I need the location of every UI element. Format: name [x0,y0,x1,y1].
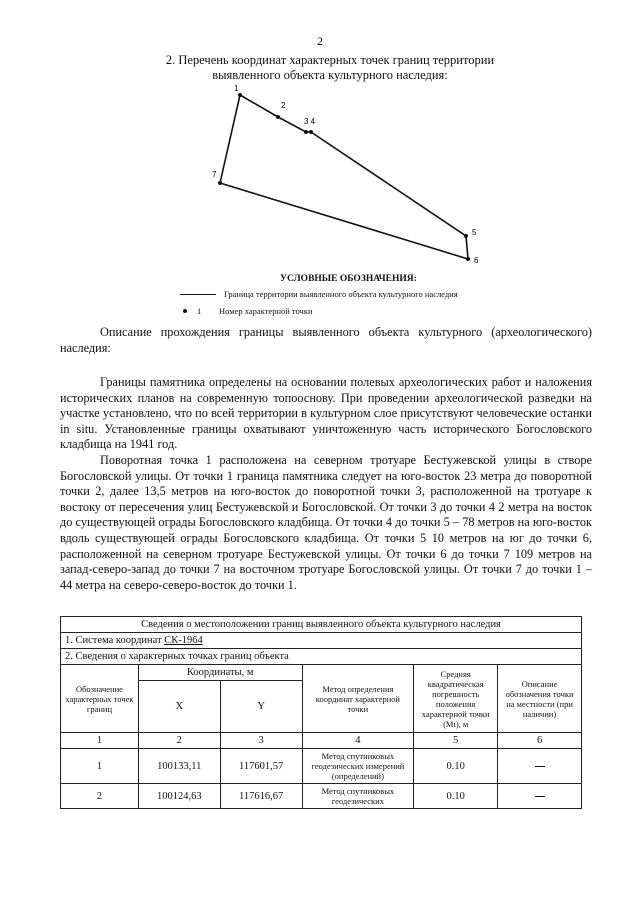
header-point-designation: Обозначение характерных точек границ [61,665,139,733]
plan-point-5 [464,234,468,238]
description-paragraph-2: Поворотная точка 1 расположена на северном тротуаре Бестужевской улицы в створе Богословской улицы. От точки 1 граница памятника следует на юго-восток 23 метра до поворотной точки 2, далее 13,5 метров на юго-восток до поворотной точки 3, расположенной на тротуаре к востоку от пересечения улиц Бестужевской и Богословской. От точки 3 до точки 4 2 метра на восток до существующей ограды Богословского кладбища. От точки 4 до точки 5 – 78 метров на юго-восток вдоль существующей ограды Богословского кладбища. От точки 5 10 метров на юг до точки 6, расположенной на северном тротуаре Бестужевской улицы. От точки 6 до точки 7 109 метров на запад-северо-запад до точки 7 на восточном тротуаре Богословской улицы. От точки 7 до точки 1 – 44 метра на северо-северо-восток до точки 1. [60,453,592,592]
row-method: Метод спутниковых геодезических измерений (определений) [302,749,414,784]
column-number: 1 [61,733,139,749]
plan-point-6 [466,257,470,261]
legend-dot-symbol [183,309,187,313]
description-title: Описание прохождения границы выявленного объекта культурного (археологического) наследия: [60,325,592,355]
header-coordinates: Координаты, м [138,665,302,681]
table-row [61,749,582,784]
heading-line-2: выявленного объекта культурного наследия: [212,68,448,82]
row-x: 100124,63 [138,784,220,809]
legend-title: УСЛОВНЫЕ ОБОЗНАЧЕНИЯ: [280,274,417,284]
table-title: Сведения о местоположении границ выявленного объекта культурного наследия [61,617,582,633]
description-paragraph-1: Границы памятника определены на основании полевых археологических работ и наложения исторических планов на современную топооснову. При проведении археологической разведки на участке установлено, что по всей территории в культурном слое присутствуют человеческие останки in situ. Установленные границы охватывают уничтоженную часть исторического Богословского кладбища на 1941 год. [60,375,592,452]
table-row [61,784,582,809]
coordinate-system-cell [61,633,582,649]
header-method: Метод определения координат характерной точки [302,665,414,733]
legend-point-text: Номер характерной точки [219,306,313,316]
plan-point-1 [238,93,242,97]
legend-line-text: Граница территории выявленного объекта культурного наследия [224,289,458,299]
coordinate-system-label: 1. Система координат [65,635,165,646]
page-number: 2 [317,34,323,48]
coordinate-system-value: СК-1964 [164,635,203,646]
plan-label-3-4: 3 4 [304,117,316,126]
row-point: 1 [61,749,139,784]
legend-point-symbol: 1 [197,306,202,316]
row-description [498,784,582,809]
row-error: 0.10 [414,784,498,809]
plan-point-3 [304,130,308,134]
column-number: 4 [302,733,414,749]
column-number: 3 [220,733,302,749]
header-x: X [138,681,220,733]
plan-point-7 [218,181,222,185]
column-number: 2 [138,733,220,749]
heading-line-1: 2. Перечень координат характерных точек границ территории [165,53,495,67]
plan-point-2 [276,115,280,119]
row-y: 117601,57 [220,749,302,784]
plan-label-6: 6 [474,256,479,265]
plan-label-7: 7 [212,170,217,179]
empty-dash [535,766,545,767]
header-error: Средняя квадратическая погрешность положения характерной точки (Mt), м [414,665,498,733]
header-y: Y [220,681,302,733]
legend-line-symbol [180,294,216,295]
row-x: 100133,11 [138,749,220,784]
column-number: 5 [414,733,498,749]
row-description [498,749,582,784]
row-method: Метод спутниковых геодезических [302,784,414,809]
coordinates-table [60,616,582,809]
legend-point-row [180,306,313,316]
boundary-plan [0,0,640,320]
legend-boundary-row [180,289,458,299]
header-description: Описание обозначения точки на местности (при наличии) [498,665,582,733]
plan-label-5: 5 [472,228,477,237]
row-error: 0.10 [414,749,498,784]
plan-point-4 [309,130,313,134]
row-point: 2 [61,784,139,809]
column-number: 6 [498,733,582,749]
empty-dash [535,796,545,797]
boundary-polygon [220,95,468,259]
row-y: 117616,67 [220,784,302,809]
plan-label-1: 1 [234,84,239,93]
plan-label-2: 2 [281,101,286,110]
points-section-title: 2. Сведения о характерных точках границ объекта [61,649,582,665]
